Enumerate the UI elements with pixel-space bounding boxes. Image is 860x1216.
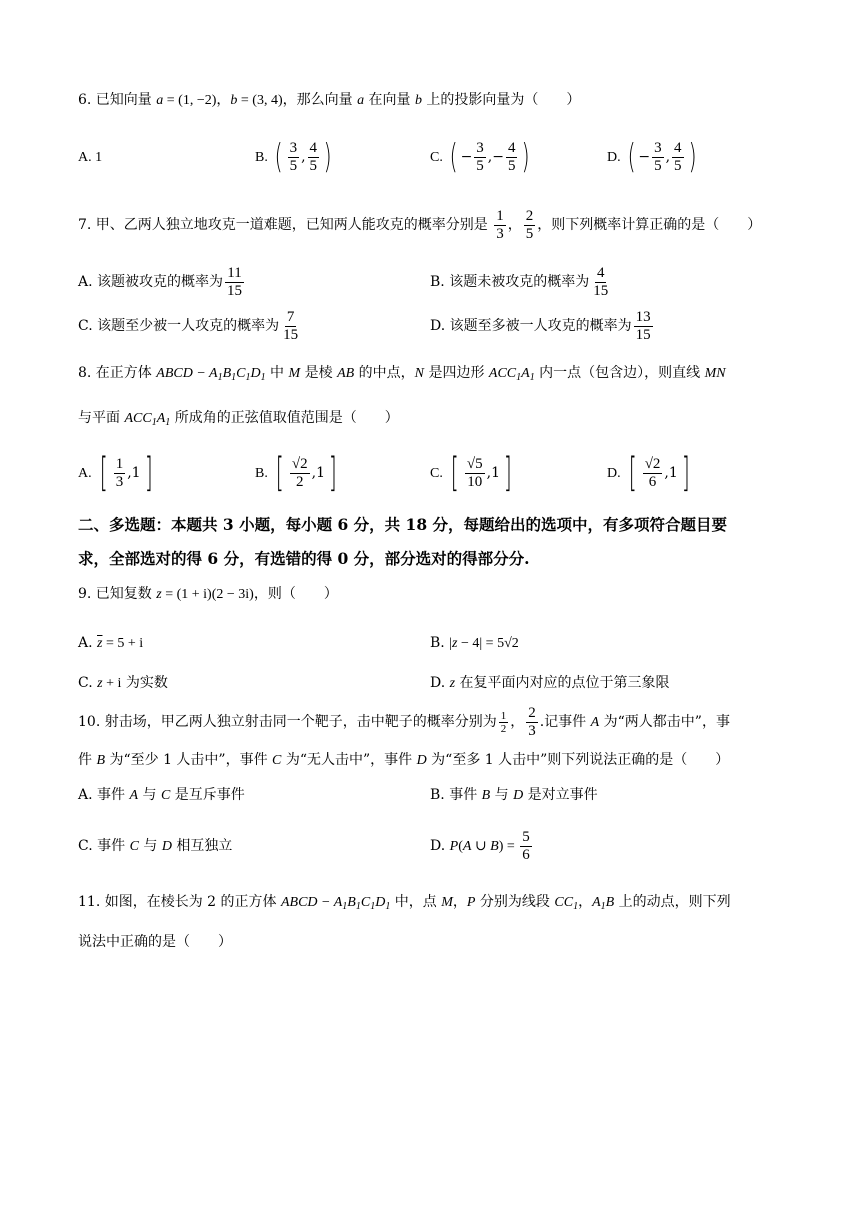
question-8-stem-line-1: 8. 在正方体 ABCD − $A_1B_1C_1D_1$ 中 M 是棱 AB 的中点，N 是四边形 $ACC_1A_1$ 内一点（包含边），则直线 MN	[78, 365, 726, 383]
question-6-option-c: C. ( − $\frac{3}{5}$ ,− $\frac{4}{5}$ )	[430, 137, 531, 177]
question-10-option-d: D. P(A ∪ B) = $\frac{5}{6}$	[430, 828, 530, 863]
question-10-option-c: C. 事件 C 与 D 相互独立	[78, 838, 233, 854]
question-9-option-b: B. |z − 4| = 5√2	[430, 635, 519, 651]
question-10-stem-line-2: 件 B 为“至少 1 人击中”，事件 C 为“无人击中”，事件 D 为“至多 1 人击中”则下列说法正确的是（ ）	[78, 752, 730, 768]
section-2-heading-line-2: 求，全部选对的得 6 分，有选错的得 0 分，部分选对的得部分分.	[78, 549, 530, 568]
question-7-option-d: D. 该题至多被一人攻克的概率为 $\frac{13}{15}$	[430, 308, 651, 343]
question-10-option-b: B. 事件 B 与 D 是对立事件	[430, 787, 598, 803]
question-7-option-a: A. 该题被攻克的概率为 $\frac{11}{15}$	[78, 264, 243, 299]
question-10-stem-line-1: 10. 射击场，甲乙两人独立射击同一个靶子，击中靶子的概率分别为 $\frac{1}{2}$ ， $\frac{2}{3}$ .记事件 A 为“两人都击中”，事	[78, 704, 730, 739]
question-10-option-a: A. 事件 A 与 C 是互斥事件	[78, 787, 245, 803]
question-8-option-b: B. [ $\frac{√2}{2}$ ,1]	[255, 450, 337, 496]
question-9-option-d: D. z 在复平面内对应的点位于第三象限	[430, 675, 670, 691]
question-11-stem-line-2: 说法中正确的是（ ）	[78, 934, 232, 950]
question-9-option-c: C. z + i 为实数	[78, 675, 168, 691]
section-2-heading-line-1: 二、多选题：本题共 3 小题，每小题 6 分，共 18 分，每题给出的选项中，有多项符合题目要	[78, 515, 728, 534]
question-6-option-b: B. ( $\frac{3}{5}$ , $\frac{4}{5}$ )	[255, 137, 332, 177]
question-9-option-a: A. $\overline{z} = 5 + i$	[78, 635, 144, 651]
question-8-stem-line-2: 与平面 $ACC_1A_1$ 所成角的正弦值取值范围是（ ）	[78, 410, 399, 428]
question-6-option-d: D. ( − $\frac{3}{5}$ , $\frac{4}{5}$ )	[607, 137, 697, 177]
question-9-stem: 9. 已知复数 z = (1 + i)(2 − 3i)，则（ ）	[78, 586, 338, 602]
question-11-stem-line-1: 11. 如图，在棱长为 2 的正方体 ABCD − $A_1B_1C_1D_1$ 中，点 M，P 分别为线段 $CC_1$，$A_1B$ 上的动点，则下列	[78, 894, 731, 912]
question-6-stem: 6. 已知向量 a = (1, −2)，b = (3, 4)，那么向量 a 在向量 b 上的投影向量为（ ）	[78, 92, 581, 108]
question-7-option-b: B. 该题未被攻克的概率为 $\frac{4}{15}$	[430, 264, 609, 299]
question-8-option-a: A. [ $\frac{1}{3}$ ,1]	[78, 450, 153, 496]
question-6-option-a: A. 1	[78, 150, 103, 165]
question-7-option-c: C. 该题至少被一人攻克的概率为 $\frac{7}{15}$	[78, 308, 299, 343]
question-8-option-c: C. [ $\frac{√5}{10}$ ,1]	[430, 450, 512, 496]
question-8-option-d: D. [ $\frac{√2}{6}$ ,1]	[607, 450, 690, 496]
question-7-stem: 7. 甲、乙两人独立地攻克一道难题，已知两人能攻克的概率分别是 $\frac{1}{3}$ ， $\frac{2}{5}$ ，则下列概率计算正确的是（ ）	[78, 207, 762, 242]
